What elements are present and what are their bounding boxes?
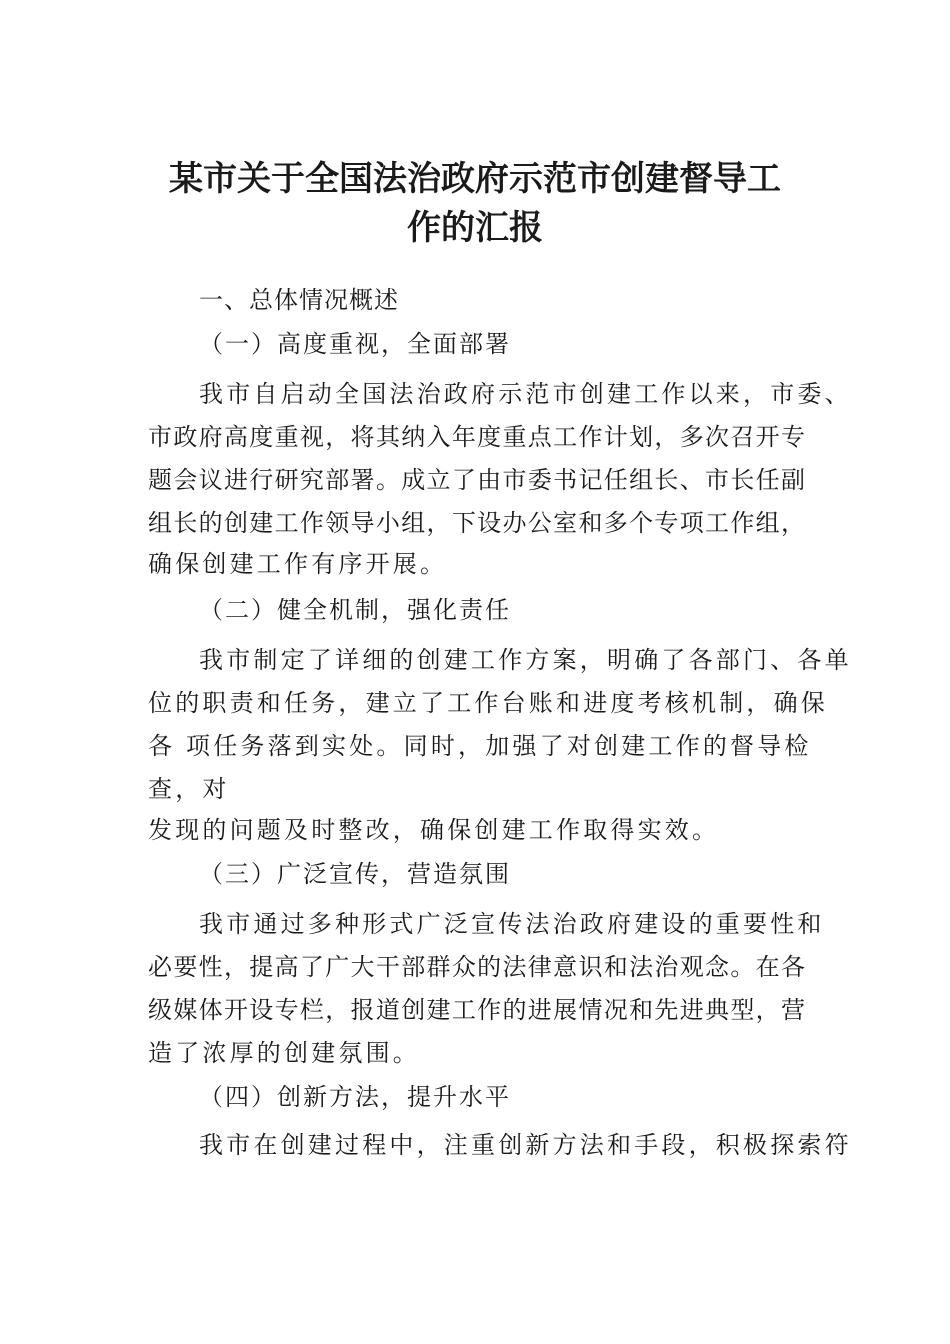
paragraph-3-line-2: 必要性，提高了广大干部群众的法律意识和法治观念。在各 bbox=[148, 953, 805, 981]
paragraph-2-line-4: 查，对 bbox=[148, 775, 230, 803]
paragraph-1-line-2: 市政府高度重视，将其纳入年度重点工作计划，多次召开专 bbox=[148, 423, 805, 451]
document-title-line-2: 作的汇报 bbox=[407, 208, 543, 248]
paragraph-2-line-1: 我市制定了详细的创建工作方案，明确了各部门、各单 bbox=[199, 646, 852, 674]
paragraph-3-line-1: 我市通过多种形式广泛宣传法治政府建设的重要性和 bbox=[199, 910, 825, 938]
paragraph-2-line-3: 各 项任务落到实处。同时，加强了对创建工作的督导检 bbox=[148, 732, 812, 760]
paragraph-1-line-3: 题会议进行研究部署。成立了由市委书记任组长、市长任副 bbox=[148, 466, 805, 494]
paragraph-3-line-4: 造了浓厚的创建氛围。 bbox=[148, 1039, 420, 1067]
subsection-heading-4: （四）创新方法，提升水平 bbox=[199, 1083, 511, 1111]
paragraph-1-line-4: 组长的创建工作领导小组，下设办公室和多个专项工作组， bbox=[148, 509, 805, 537]
paragraph-2-line-2: 位的职责和任务，建立了工作台账和进度考核机制，确保 bbox=[148, 689, 828, 717]
paragraph-4-line-1: 我市在创建过程中，注重创新方法和手段，积极探索符 bbox=[199, 1131, 852, 1159]
paragraph-3-line-3: 级媒体开设专栏，报道创建工作的进展情况和先进典型，营 bbox=[148, 996, 805, 1024]
subsection-heading-3: （三）广泛宣传，营造氛围 bbox=[199, 860, 511, 888]
document-title-line-1: 某市关于全国法治政府示范市创建督导工 bbox=[169, 159, 781, 199]
paragraph-1-line-1: 我市自启动全国法治政府示范市创建工作以来，市委、 bbox=[199, 380, 852, 408]
paragraph-2-line-5: 发现的问题及时整改，确保创建工作取得实效。 bbox=[148, 816, 720, 844]
subsection-heading-1: （一）高度重视，全面部署 bbox=[199, 330, 511, 358]
paragraph-1-line-5: 确保创建工作有序开展。 bbox=[148, 550, 448, 578]
section-heading-1: 一、总体情况概述 bbox=[199, 286, 399, 314]
subsection-heading-2: （二）健全机制，强化责任 bbox=[199, 596, 511, 624]
